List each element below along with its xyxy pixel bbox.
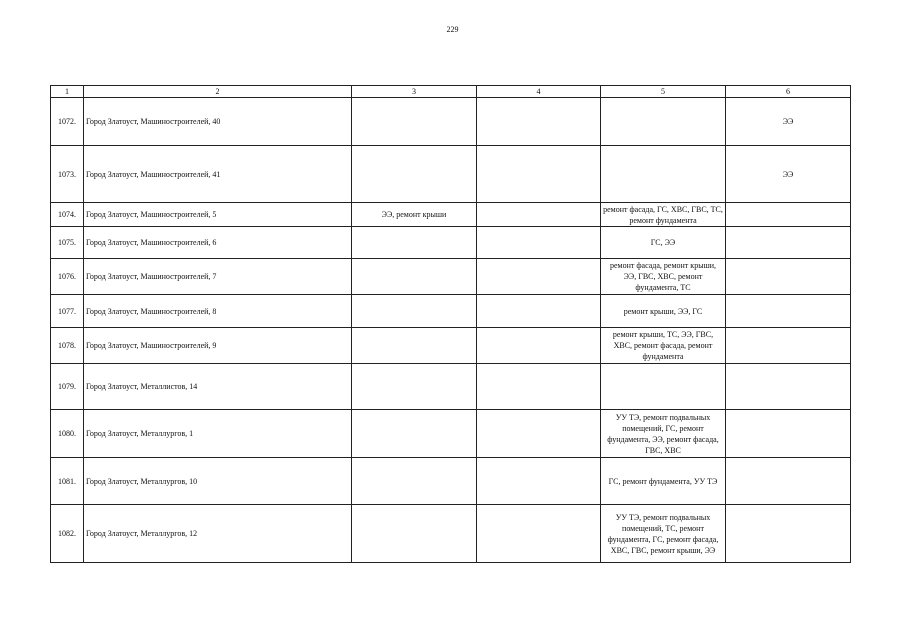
row-col6 (726, 203, 851, 227)
table-row (51, 295, 851, 328)
row-col5: ремонт крыши, ТС, ЭЭ, ГВС, ХВС, ремонт фасада, ремонт фундамента (601, 328, 726, 364)
row-col3 (352, 328, 477, 364)
row-col5: ремонт фасада, ГС, ХВС, ГВС, ТС, ремонт фундамента (601, 203, 726, 227)
row-col6 (726, 410, 851, 458)
row-col5: УУ ТЭ, ремонт подвальных помещений, ТС, ремонт фундамента, ГС, ремонт фасада, ХВС, ГВС, ремонт крыши, ЭЭ (601, 505, 726, 563)
row-address: Город Златоуст, Металлургов, 10 (84, 458, 352, 505)
table-row (51, 410, 851, 458)
row-address: Город Златоуст, Машиностроителей, 6 (84, 227, 352, 259)
register-table (50, 85, 851, 563)
table-row (51, 98, 851, 146)
row-address: Город Златоуст, Машиностроителей, 9 (84, 328, 352, 364)
row-col4 (477, 203, 601, 227)
header-cell-2: 2 (84, 86, 352, 98)
row-number: 1074. (51, 203, 84, 227)
row-col3 (352, 364, 477, 410)
row-number: 1073. (51, 146, 84, 203)
page-number: 229 (446, 25, 459, 34)
row-col4 (477, 227, 601, 259)
row-col6 (726, 295, 851, 328)
row-number: 1076. (51, 259, 84, 295)
row-address: Город Златоуст, Металлистов, 14 (84, 364, 352, 410)
table-row (51, 505, 851, 563)
table-row (51, 458, 851, 505)
row-col5 (601, 146, 726, 203)
row-address: Город Златоуст, Металлургов, 1 (84, 410, 352, 458)
row-col6 (726, 458, 851, 505)
row-col4 (477, 259, 601, 295)
row-col3 (352, 410, 477, 458)
row-col4 (477, 98, 601, 146)
row-col6 (726, 227, 851, 259)
row-col5: ГС, ремонт фундамента, УУ ТЭ (601, 458, 726, 505)
table-row (51, 203, 851, 227)
row-col6 (726, 259, 851, 295)
row-number: 1080. (51, 410, 84, 458)
row-col3 (352, 505, 477, 563)
row-col5: ремонт фасада, ремонт крыши, ЭЭ, ГВС, ХВС, ремонт фундамента, ТС (601, 259, 726, 295)
header-row (51, 86, 851, 98)
row-address: Город Златоуст, Металлургов, 12 (84, 505, 352, 563)
row-number: 1077. (51, 295, 84, 328)
row-address: Город Златоуст, Машиностроителей, 5 (84, 203, 352, 227)
row-col6 (726, 328, 851, 364)
row-address: Город Златоуст, Машиностроителей, 41 (84, 146, 352, 203)
table-row (51, 146, 851, 203)
header-cell-6: 6 (726, 86, 851, 98)
table-row (51, 328, 851, 364)
row-address: Город Златоуст, Машиностроителей, 8 (84, 295, 352, 328)
table-row (51, 364, 851, 410)
row-col3: ЭЭ, ремонт крыши (352, 203, 477, 227)
row-col5 (601, 98, 726, 146)
row-address: Город Златоуст, Машиностроителей, 7 (84, 259, 352, 295)
row-col5: ГС, ЭЭ (601, 227, 726, 259)
row-col3 (352, 295, 477, 328)
row-col3 (352, 98, 477, 146)
row-col3 (352, 227, 477, 259)
row-number: 1082. (51, 505, 84, 563)
row-col6: ЭЭ (726, 98, 851, 146)
row-col4 (477, 364, 601, 410)
table-row (51, 259, 851, 295)
row-number: 1079. (51, 364, 84, 410)
header-cell-5: 5 (601, 86, 726, 98)
row-number: 1075. (51, 227, 84, 259)
row-col3 (352, 146, 477, 203)
row-col4 (477, 146, 601, 203)
row-col5 (601, 364, 726, 410)
row-col4 (477, 458, 601, 505)
row-col6 (726, 505, 851, 563)
header-cell-3: 3 (352, 86, 477, 98)
row-col4 (477, 505, 601, 563)
row-col3 (352, 259, 477, 295)
header-cell-4: 4 (477, 86, 601, 98)
row-col4 (477, 410, 601, 458)
header-cell-1: 1 (51, 86, 84, 98)
row-col6 (726, 364, 851, 410)
row-col3 (352, 458, 477, 505)
row-col6: ЭЭ (726, 146, 851, 203)
row-number: 1072. (51, 98, 84, 146)
row-col4 (477, 328, 601, 364)
row-col5: УУ ТЭ, ремонт подвальных помещений, ГС, ремонт фундамента, ЭЭ, ремонт фасада, ГВС, ХВС (601, 410, 726, 458)
row-number: 1078. (51, 328, 84, 364)
row-col4 (477, 295, 601, 328)
row-col5: ремонт крыши, ЭЭ, ГС (601, 295, 726, 328)
row-address: Город Златоуст, Машиностроителей, 40 (84, 98, 352, 146)
row-number: 1081. (51, 458, 84, 505)
table-row (51, 227, 851, 259)
